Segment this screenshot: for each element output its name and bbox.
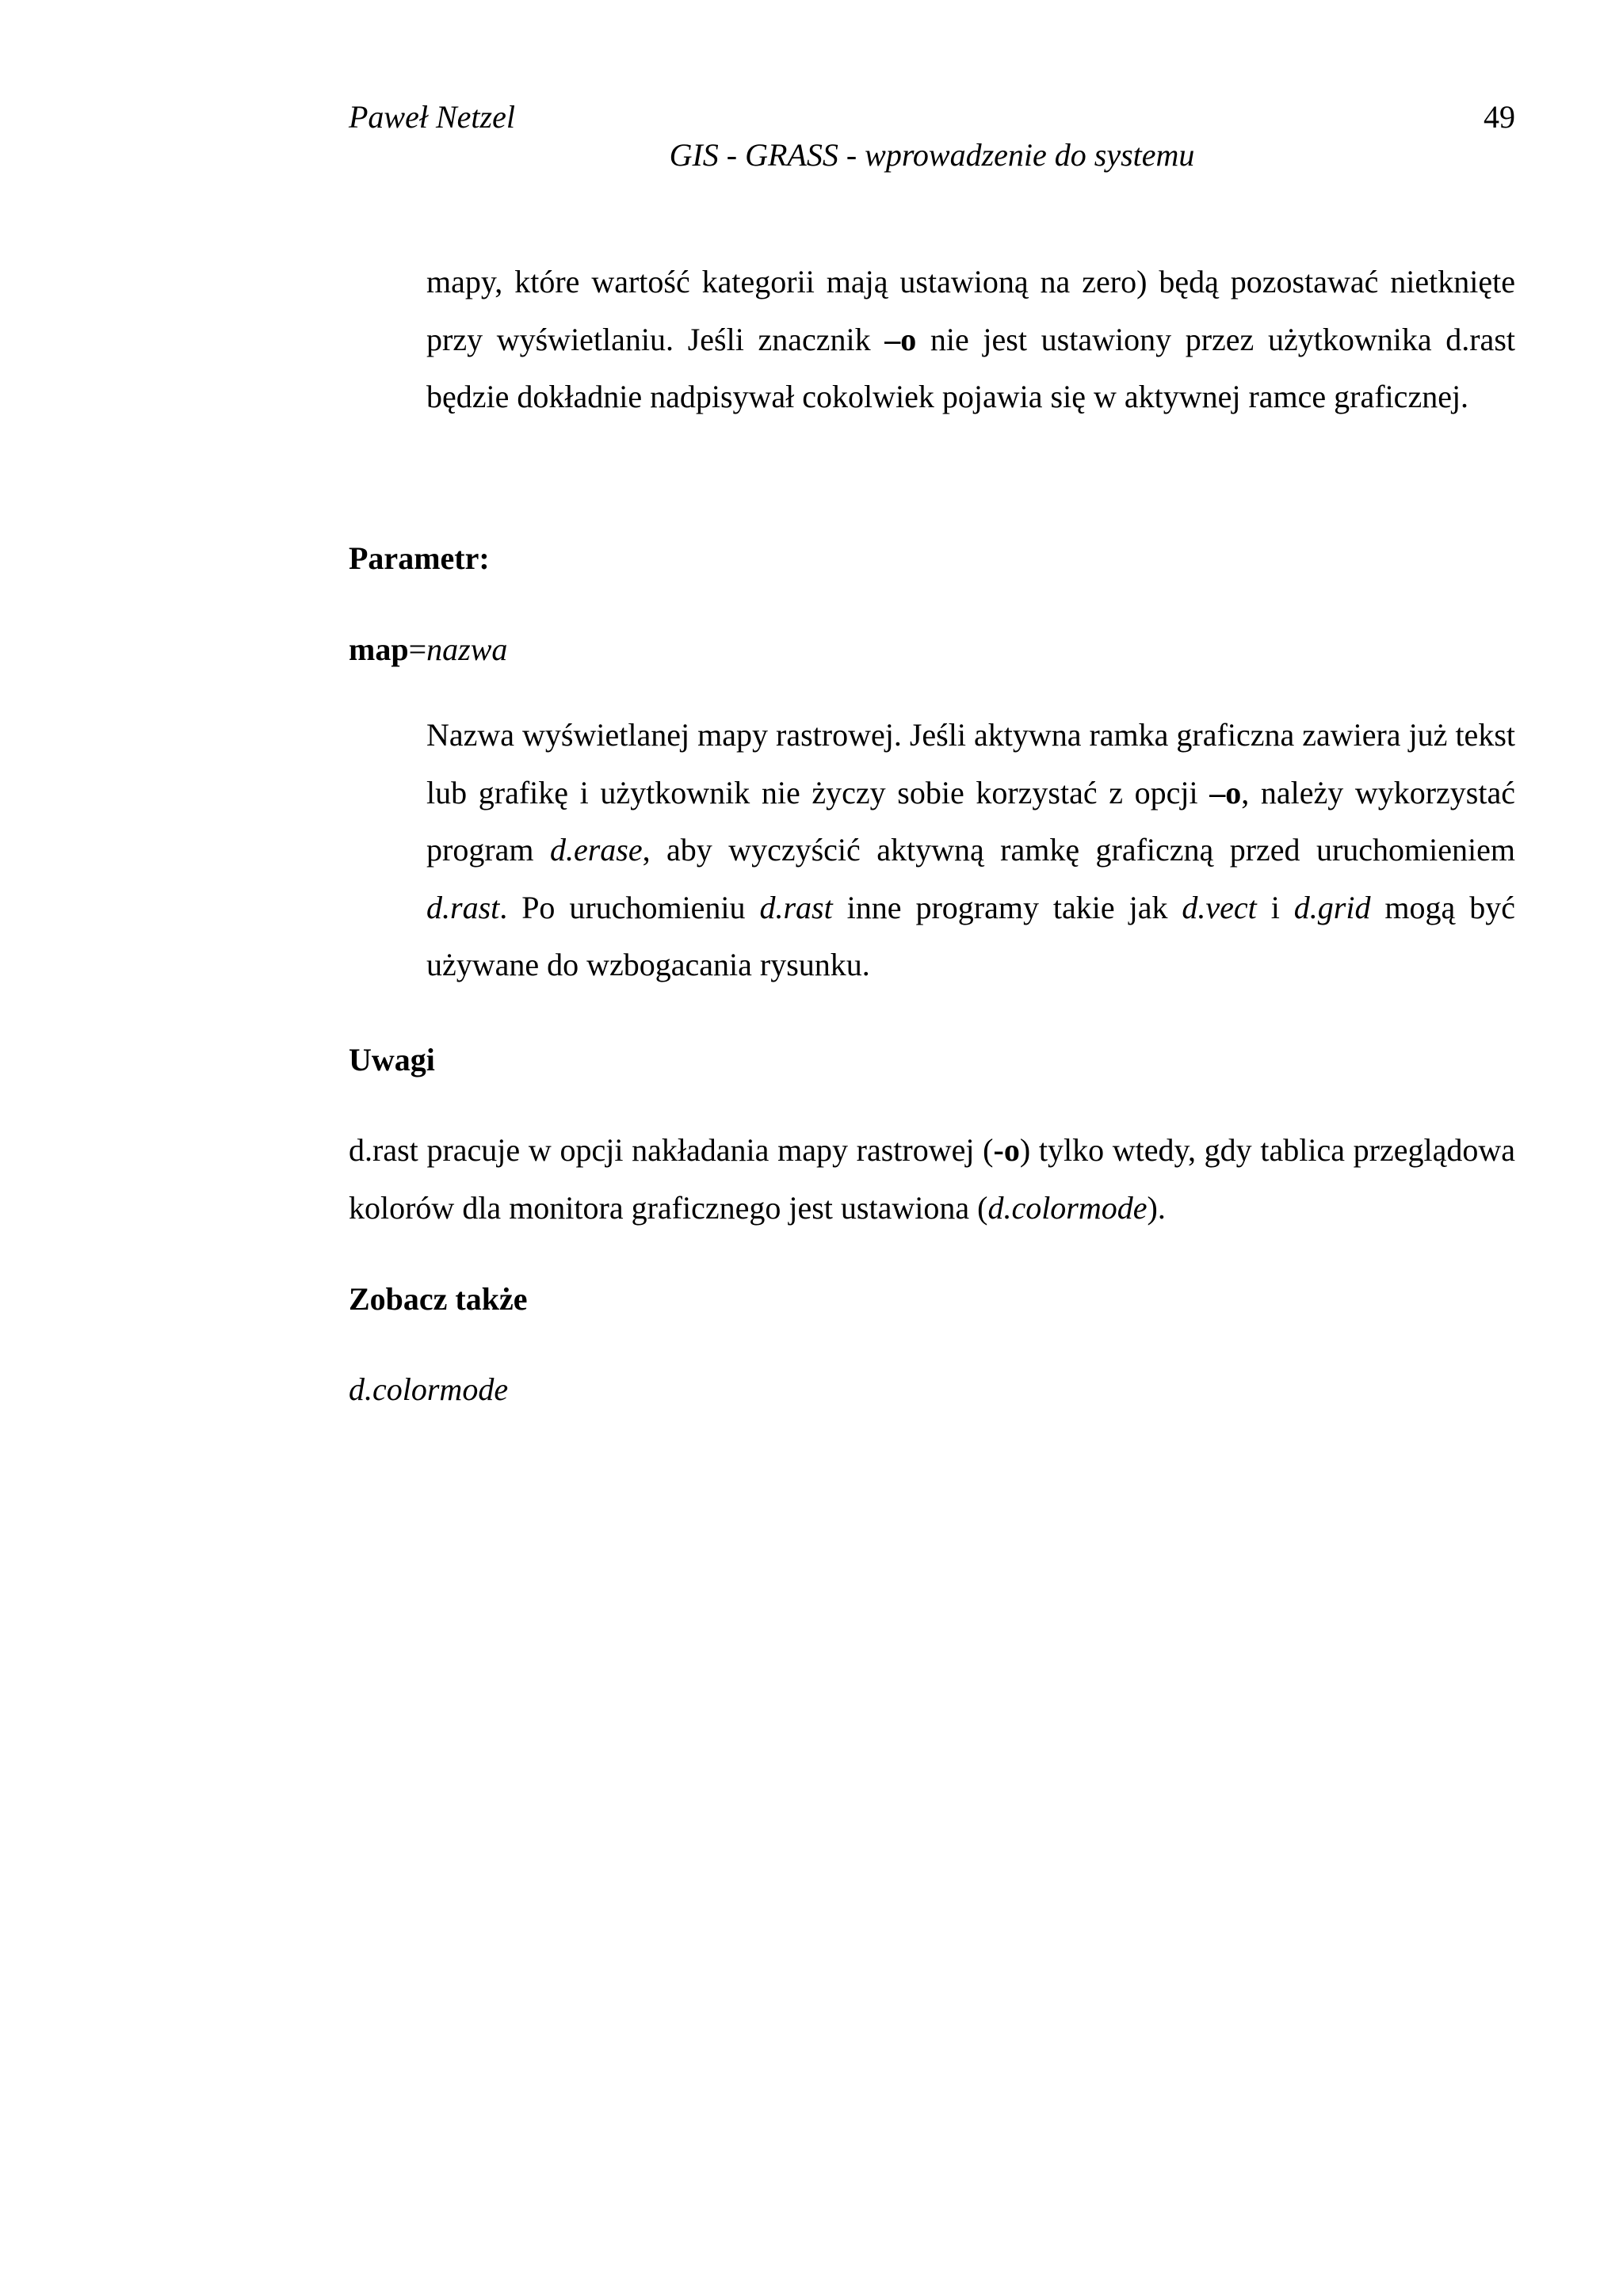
desc-text-6: i — [1256, 889, 1294, 925]
notes-text-2: ) tylko wtedy, gdy tablica przeglądowa kolorów dla monitora graficznego jest ustawiona ( — [349, 1132, 1516, 1226]
notes-paragraph — [349, 1122, 1515, 1237]
notes-flag: -o — [993, 1132, 1020, 1168]
parameter-equals: = — [408, 631, 427, 667]
notes-text-1: d.rast pracuje w opcji nakładania mapy rastrowej ( — [349, 1132, 994, 1168]
header-author: Paweł Netzel — [349, 99, 515, 135]
page-number: 49 — [1484, 99, 1515, 135]
see-also-link: d.colormode — [349, 1371, 509, 1407]
desc-d-grid: d.grid — [1293, 889, 1371, 925]
desc-d-vect: d.vect — [1182, 889, 1257, 925]
intro-text-2: nie jest ustawiony przez użytkownika d.rast będzie dokładnie nadpisywał cokolwiek pojawia się w aktywnej ramce graficznej. — [426, 321, 1515, 414]
parameter-value: nazwa — [426, 631, 508, 667]
desc-text-3: , aby wyczyścić aktywną ramkę graficzną przed uruchomieniem — [642, 832, 1515, 868]
parameter-signature — [349, 631, 507, 669]
desc-flag: –o — [1209, 774, 1242, 810]
notes-text-3: ). — [1147, 1189, 1166, 1226]
parameter-description — [426, 707, 1515, 994]
desc-d-rast-2: d.rast — [759, 889, 833, 925]
notes-heading: Uwagi — [349, 1042, 435, 1077]
desc-text-5: inne programy takie jak — [832, 889, 1182, 925]
desc-d-erase: d.erase — [549, 832, 643, 868]
desc-text-7: mogą być używane do wzbogacania rysunku. — [426, 889, 1515, 982]
header-title: GIS - GRASS - wprowadzenie do systemu — [669, 137, 1195, 173]
see-also-heading: Zobacz także — [349, 1281, 528, 1317]
desc-text-4: . Po uruchomieniu — [499, 889, 760, 925]
desc-text-1: Nazwa wyświetlanej mapy rastrowej. Jeśli aktywna ramka graficzna zawiera już tekst lub grafikę i użytkownik nie życzy sobie korzystać z opcji — [426, 717, 1515, 810]
intro-flag: –o — [884, 321, 917, 357]
intro-text-1: mapy, które wartość kategorii mają ustawioną na zero) będą pozostawać nietknięte przy wyświetlaniu. Jeśli znacznik — [426, 264, 1515, 357]
intro-paragraph — [426, 254, 1515, 426]
parameter-name: map — [349, 631, 409, 667]
desc-d-rast-1: d.rast — [426, 889, 500, 925]
desc-text-2: , należy wykorzystać program — [426, 774, 1515, 868]
parameters-heading: Parametr: — [349, 540, 490, 576]
notes-d-colormode: d.colormode — [987, 1189, 1148, 1226]
